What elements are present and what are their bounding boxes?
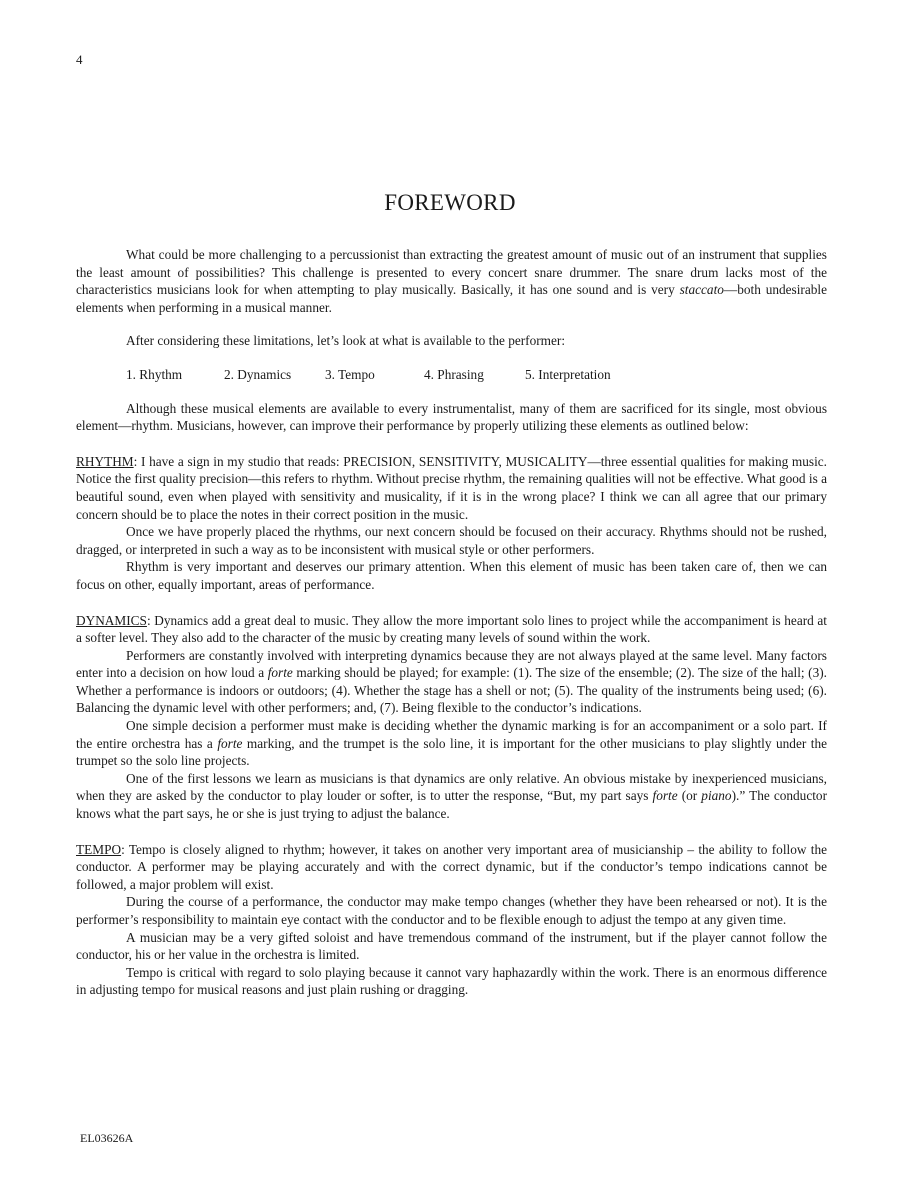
- rhythm-paragraph: Rhythm is very important and deserves our primary attention. When this element of music has been taken care of, then we can focus on other, equally important, areas of performance.: [76, 559, 827, 592]
- page-title: FOREWORD: [384, 190, 516, 215]
- rhythm-heading: RHYTHM: [76, 453, 134, 469]
- dynamics-paragraph: One simple decision a performer must make is deciding whether the dynamic marking is for an accompaniment or a solo part. If the entire orchestra has a forte marking, and the trumpet is the solo line, it is important for the other musicians to play slightly under the trumpet so the solo line projects.: [76, 718, 828, 769]
- lead-in-paragraph: After considering these limitations, let’s look at what is available to the performer:: [126, 333, 566, 349]
- tempo-paragraph: Tempo is critical with regard to solo playing because it cannot vary haphazardly within the work. There is an enormous difference in adjusting tempo for musical reasons and just plain rushing or dragging.: [76, 964, 827, 998]
- elements-list: [76, 366, 827, 384]
- rhythm-paragraph: RHYTHM: I have a sign in my studio that reads: PRECISION, SENSITIVITY, MUSICALITY—three essential qualities for making music. Notice the first quality precision—this refers to rhythm. Without precise rhythm, the remaining qualities will not be effective. What good is a beautiful sound, even when played with sensitivity and musicality, if it is in the wrong place? I think we can all agree that our primary concern should be to place the notes in their correct position in the music.: [76, 453, 827, 522]
- list-item: 2. Dynamics: [224, 366, 292, 382]
- tempo-heading: TEMPO: [76, 841, 122, 857]
- tempo-paragraph: During the course of a performance, the conductor may make tempo changes (whether they have been rehearsed or not). It is the performer’s responsibility to maintain eye contact with the conductor and to be flexible enough to adjust the tempo at any given time.: [76, 894, 827, 927]
- dynamics-paragraph: One of the first lessons we learn as musicians is that dynamics are only relative. An obvious mistake by inexperienced musicians, when they are asked by the conductor to play louder or softer, is to utter the response, “But, my part says forte (or piano).” The conductor knows what the part says, he or she is just trying to adjust the balance.: [76, 770, 827, 822]
- dynamics-section: [76, 612, 827, 823]
- dynamics-paragraph: Performers are constantly involved with interpreting dynamics because they are not always played at the same level. Many factors enter into a decision on how loud a forte marking should be played; for example: (1). The size of the ensemble; (2). The size of the hall; (3). Whether a performance is indoors or outdoors; (4). Whether the stage has a shell or not; (5). The quality of the instruments being used; (6). Balancing the dynamic level with other performers; and, (7). Being flexible to the conductor’s indications.: [76, 647, 827, 716]
- tempo-paragraph: TEMPO: Tempo is closely aligned to rhythm; however, it takes on another very important area of musicianship – the ability to follow the conductor. A performer may be playing accurately and with the correct dynamic, but if the conductor’s tempo indications cannot be followed, a major problem will exist.: [76, 841, 827, 892]
- tempo-paragraph: A musician may be a very gifted soloist and have tremendous command of the instrument, but if the player cannot follow the conductor, his or her value in the orchestra is limited.: [76, 929, 827, 963]
- rhythm-paragraph: Once we have properly placed the rhythms, our next concern should be focused on their accuracy. Rhythms should not be rushed, dragged, or interpreted in such a way as to be inconsistent with musical style or other performers.: [76, 524, 827, 557]
- dynamics-heading: DYNAMICS: [76, 612, 147, 628]
- foreword-body: [76, 246, 827, 999]
- dynamics-paragraph: DYNAMICS: Dynamics add a great deal to music. They allow the more important solo lines to project while the accompaniment is heard at a softer level. They also add to the character of the music by creating many levels of sound within the work.: [76, 612, 827, 646]
- list-item: 5. Interpretation: [525, 366, 611, 382]
- rhythm-section: [76, 453, 827, 594]
- elements-note-paragraph: Although these musical elements are available to every instrumentalist, many of them are sacrificed for its single, most obvious element—rhythm. Musicians, however, can improve their performance by properly utilizing these elements as outlined below:: [76, 400, 827, 434]
- list-item: 4. Phrasing: [424, 366, 484, 382]
- intro-paragraph: What could be more challenging to a percussionist than extracting the greatest amount of music out of an instrument that supplies the least amount of possibilities? This challenge is presented to every concert snare drummer. The snare drum lacks most of the characteristics musicians look for when attempting to play musically. Basically, it has one sound and is very staccato—both undesirable elements when performing in a musical manner.: [76, 247, 827, 315]
- list-item: 3. Tempo: [325, 366, 375, 382]
- catalog-code: EL03626A: [80, 1131, 134, 1145]
- list-item: 1. Rhythm: [126, 366, 183, 382]
- page-number: 4: [76, 52, 83, 67]
- tempo-section: [76, 841, 827, 999]
